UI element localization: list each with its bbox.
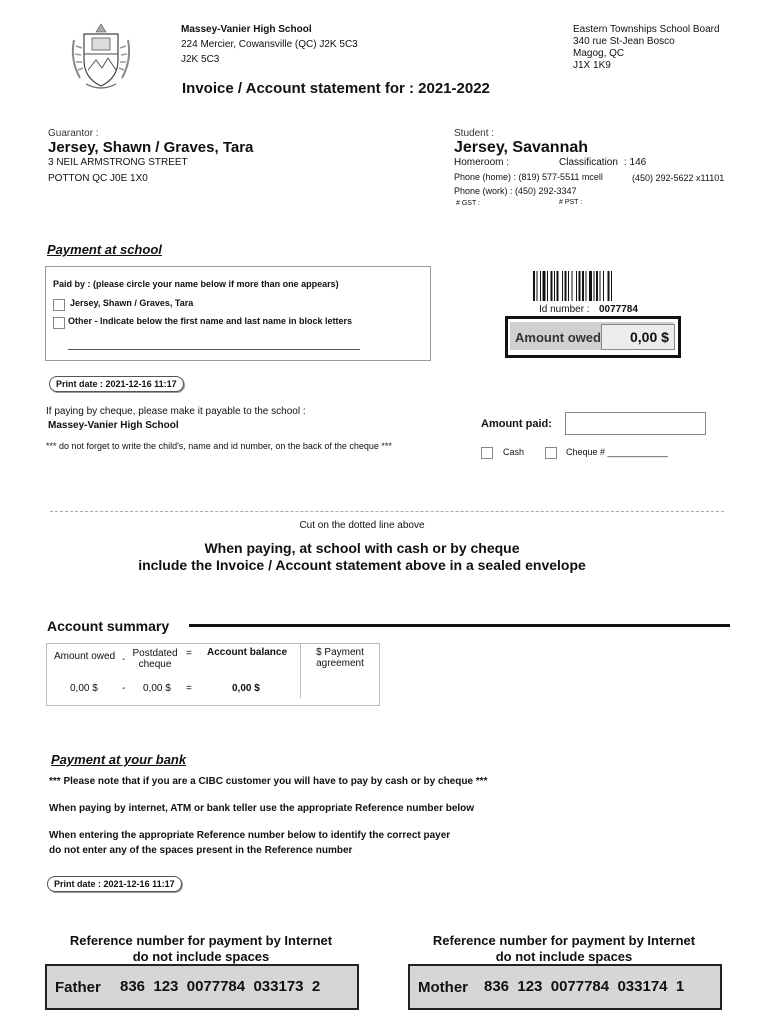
amount-owed-box (505, 316, 681, 358)
amount-paid-label: Amount paid: (481, 418, 552, 430)
amount-owed-value: 0,00 $ (630, 329, 669, 345)
account-summary-table (46, 643, 380, 706)
cut-label: Cut on the dotted line above (299, 520, 425, 531)
board-address-line3: J1X 1K9 (573, 60, 611, 71)
homeroom-label: Homeroom : (454, 157, 510, 168)
col-minus: - (122, 654, 126, 665)
col-postdated: Postdated cheque (132, 648, 178, 670)
option-guarantor-checkbox[interactable] (53, 299, 65, 311)
barcode-bar (596, 271, 598, 301)
print-date-value: 2021-12-16 11:17 (105, 379, 177, 389)
cheque-checkbox[interactable] (545, 447, 557, 459)
barcode-bar (557, 271, 559, 301)
barcode-bar (600, 271, 601, 301)
student-label: Student : (454, 128, 495, 139)
barcode-bar (611, 271, 612, 301)
mother-reference-number: 836 123 0077784 033174 1 (484, 978, 685, 995)
student-name: Jersey, Savannah (454, 139, 589, 156)
option-guarantor-label: Jersey, Shawn / Graves, Tara (70, 298, 194, 308)
guarantor-city: POTTON QC J0E 1X0 (48, 173, 148, 184)
cheque-number-label: Cheque # ____________ (566, 447, 668, 457)
guarantor-street: 3 NEIL ARMSTRONG STREET (48, 157, 188, 168)
board-address-line2: Magog, QC (573, 48, 625, 59)
cash-checkbox[interactable] (481, 447, 493, 459)
paid-by-label: Paid by : (please circle your name below if more than one appears) (53, 279, 339, 289)
father-reference-number: 836 123 0077784 033173 2 (120, 978, 321, 995)
father-ref-heading: Reference number for payment by Internet do not include spaces (69, 933, 333, 964)
col-amount-owed: Amount owed (54, 651, 116, 662)
val-account-balance: 0,00 $ (232, 683, 260, 694)
account-summary-heading: Account summary (47, 618, 170, 634)
cut-instruction-line2: include the Invoice / Account statement above in a sealed envelope (138, 557, 586, 573)
cheque-instruction: If paying by cheque, please make it payable to the school : (46, 406, 306, 417)
father-label: Father (55, 979, 101, 996)
reference-note-line2: do not enter any of the spaces present in the Reference number (49, 845, 353, 856)
barcode-bar (576, 271, 577, 301)
barcode-bar (589, 271, 592, 301)
cibc-note: *** Please note that if you are a CIBC customer you will have to pay by cash or by cheque *** (49, 776, 488, 787)
summary-rule (189, 624, 730, 627)
cut-instruction-line1: When paying, at school with cash or by cheque (204, 540, 520, 556)
barcode-bar (568, 271, 569, 301)
barcode-bar (533, 271, 535, 301)
barcode-bar (547, 271, 548, 301)
page-title: Invoice / Account statement for : 2021-2022 (182, 80, 490, 97)
option-other-label: Other - Indicate below the first name and last name in block letters (68, 316, 353, 326)
barcode-bar (540, 271, 541, 301)
amount-owed-label: Amount owed (515, 330, 601, 345)
gst-label: # GST : (456, 200, 480, 207)
mother-label: Mother (418, 979, 468, 996)
col-equals: = (186, 648, 192, 659)
barcode-bar (537, 271, 538, 301)
print-date-pill-bottom (47, 876, 182, 892)
mother-ref-box (408, 964, 722, 1010)
paid-by-box (45, 266, 431, 361)
payment-at-school-heading: Payment at school (47, 242, 162, 257)
school-name: Massey-Vanier High School (181, 24, 312, 35)
guarantor-label: Guarantor : (48, 128, 99, 139)
cut-line (50, 511, 724, 512)
option-other-checkbox[interactable] (53, 317, 65, 329)
barcode-bar (565, 271, 567, 301)
barcode-bar (586, 271, 587, 301)
phone-home: Phone (home) : (819) 577-5511 mcell (454, 172, 603, 182)
barcode-bar (594, 271, 595, 301)
barcode-bar (554, 271, 555, 301)
print-date-pill-top (49, 376, 184, 392)
amount-paid-input[interactable] (565, 412, 706, 435)
internet-note: When paying by internet, ATM or bank teller use the appropriate Reference number below (49, 803, 475, 814)
barcode-bar (579, 271, 581, 301)
barcode-bar (582, 271, 584, 301)
other-name-line[interactable] (68, 349, 360, 350)
barcode-bar (543, 271, 546, 301)
barcode-bar (608, 271, 610, 301)
print-date-value-bottom: 2021-12-16 11:17 (103, 879, 175, 889)
val-equals: = (186, 683, 192, 694)
id-number-label: Id number : (539, 304, 590, 315)
val-amount-owed: 0,00 $ (70, 683, 98, 694)
barcode-bar (551, 271, 553, 301)
school-address-line1: 224 Mercier, Cowansville (QC) J2K 5C3 (181, 39, 358, 50)
val-postdated: 0,00 $ (143, 683, 171, 694)
guarantor-name: Jersey, Shawn / Graves, Tara (48, 139, 254, 156)
board-address-line1: 340 rue St-Jean Bosco (573, 36, 675, 47)
col-account-balance: Account balance (207, 647, 288, 658)
phone-home-alt: (450) 292-5622 x11101 (632, 173, 725, 183)
payment-at-bank-heading: Payment at your bank (51, 752, 187, 767)
barcode-bar (603, 271, 604, 301)
print-date-label: Print date : (56, 379, 104, 389)
reference-note-line1: When entering the appropriate Reference number below to identify the correct payer (49, 830, 451, 841)
barcode (533, 271, 650, 301)
id-number-value: 0077784 (599, 304, 638, 315)
pst-label: # PST : (559, 199, 583, 206)
val-minus: - (122, 683, 126, 694)
school-address-line2: J2K 5C3 (181, 54, 220, 65)
classification-label: Classification (559, 157, 618, 168)
phone-work: Phone (work) : (450) 292-3347 (454, 186, 577, 196)
barcode-bar (562, 271, 563, 301)
col-payment-agreement: $ Payment agreement (316, 647, 364, 669)
barcode-bar (572, 271, 573, 301)
classification-value: : 146 (624, 157, 647, 168)
board-name: Eastern Townships School Board (573, 24, 720, 35)
print-date-label-bottom: Print date : (54, 879, 102, 889)
mother-ref-heading: Reference number for payment by Internet do not include spaces (432, 933, 696, 964)
cash-label: Cash (503, 447, 525, 457)
cheque-payee: Massey-Vanier High School (48, 420, 179, 431)
father-ref-box (45, 964, 359, 1010)
school-crest-logo (66, 20, 136, 92)
cheque-reminder: *** do not forget to write the child's, name and id number, on the back of the cheque *** (46, 441, 392, 451)
